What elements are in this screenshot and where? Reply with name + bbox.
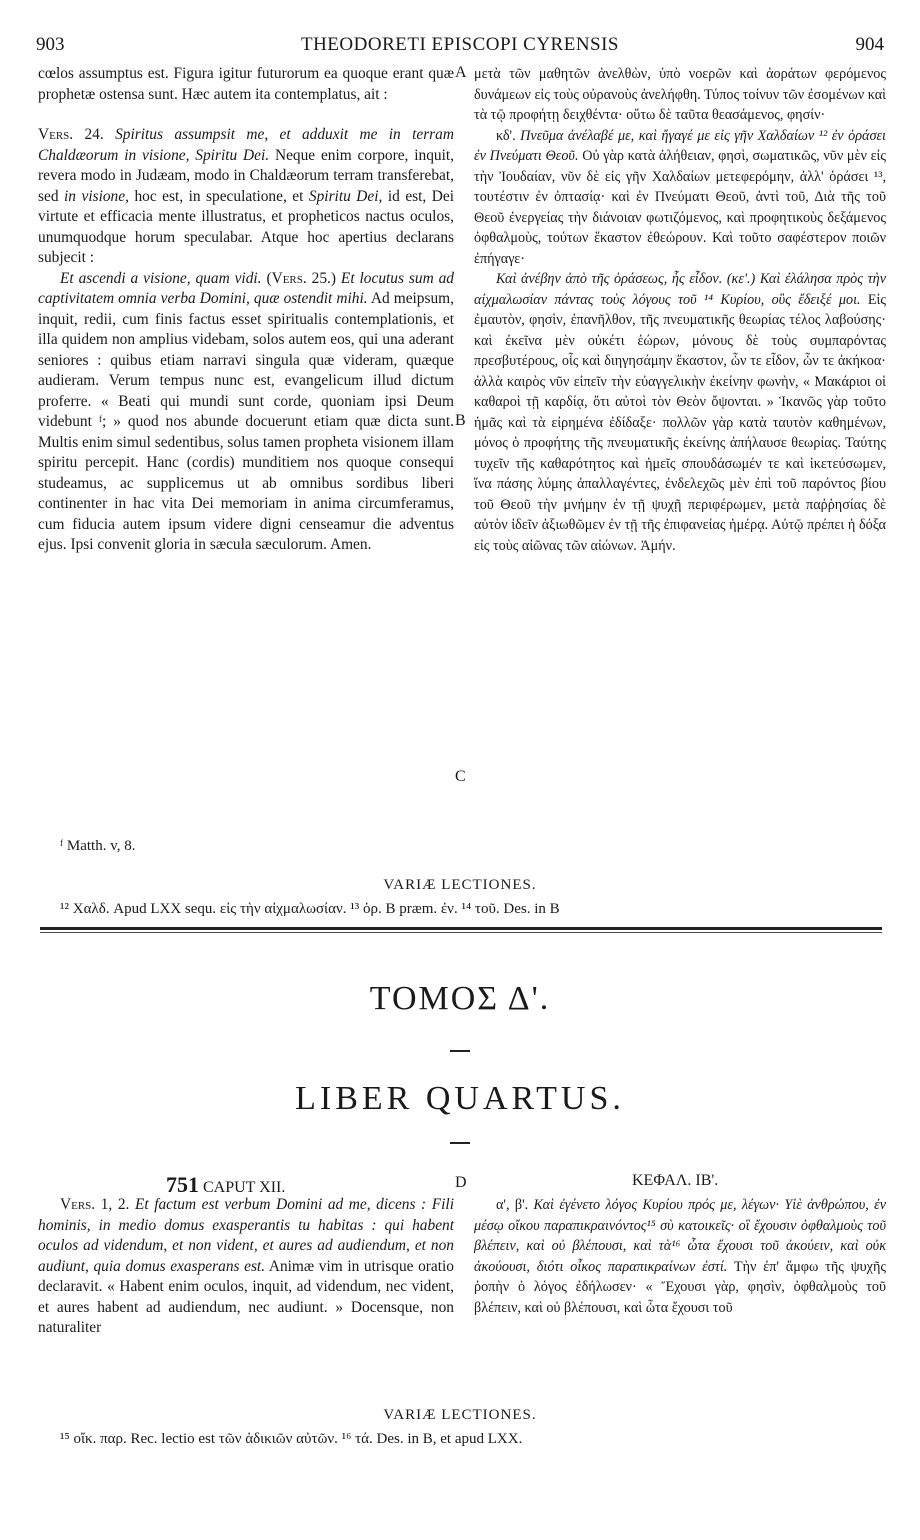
commentary-text: Οὐ γὰρ κατὰ ἀλήθειαν, φησὶ, σωματικῶς, νῦν μὲν εἰς τὴν Ἰουδαίαν, νῦν δὲ εἰς γῆν Χαλδαίων μετεφερόμην, ἀλλ' ὁράσει ¹³, τουτέστιν ἐν ὀπτασίᾳ· καὶ ἐν Πνεύματι Θεοῦ, ἀντὶ τοῦ, Διὰ τῆς τοῦ Θεοῦ ἐνεργείας τὴν διάνοιαν φωτιζόμενος, καὶ προφητικοὺς δεξάμενος ὀφθαλμοὺς, τούτων ἕκαστον ἐθεώρουν. Καὶ τοῦτο σαφέστερον ποιῶν ἐπήγαγε· [474, 148, 886, 267]
commentary-text: Τὴν ἐπ' ἄμφω τῆς ψυχῆς ῥοπὴν ὁ λόγος ἐδήλωσεν· « Ἔχουσι γὰρ, φησὶν, ὀφθαλμοὺς τοῦ βλέπειν, καὶ οὐ βλέπουσι, καὶ ὦτα ἔχουσι τοῦ [474, 1258, 886, 1316]
margin-marker-c: C [455, 768, 466, 785]
latin-column-top [38, 64, 454, 556]
margin-marker-a: A [455, 64, 467, 81]
verse-quote: Πνεῦμα ἀνέλαβέ με, καὶ ἤγαγέ με εἰς γῆν Χαλδαίων ¹² ἐν ὁράσει ἐν Πνεύματι Θεοῦ. [474, 127, 886, 164]
tomos-heading: ΤΟΜΟΣ Δ'. [369, 980, 551, 1017]
liber-heading: LIBER QUARTUS. [295, 1080, 625, 1117]
commentary-text: Ad meipsum, inquit, redii, cum finis factus esset spiritualis contemplationis, et illa quidem non amplius videbam, solos autem eos, qui una aderant seniores : quibus etiam narravi singula quæ videram, quæque audieram. Verum tempus nunc est, evangelicum illud dictum proferre. « Beati qui mundi sunt corde, quoniam ipsi Deum videbunt ᶠ; » quod nos abunde docuerunt etiam quæ dicta sunt. Multis enim simul sedentibus, solus tamen propheta visionem illam spiritu percepit. Hanc (cordis) munditiem nos quoque consequi studeamus, ac supplicemus ut ab omnibus sordibus liberi continenter in hac vita Dei memoriam in anima circumferamus, cum fiducia autem ipsum videre digni censeamur die adventus ejus. Ipsi convenit gloria in sæcula sæculorum. Amen. [38, 290, 454, 553]
commentary-italic: in visione, [64, 187, 129, 205]
verse-quote: Et ascendi a visione, quam vidi. [60, 269, 262, 287]
margin-marker-d: D [455, 1174, 467, 1191]
variae-lectiones-top: ¹² Χαλδ. Apud LXX sequ. εἰς τὴν αἰχμαλωσίαν. ¹³ ὁρ. B præm. ἐν. ¹⁴ τοῦ. Des. in B [60, 901, 560, 917]
variae-lectiones-title: VARIÆ LECTIONES. [383, 877, 537, 893]
section-rule [40, 927, 882, 930]
commentary-text: Neque enim corpore, inquit, revera modo in Judæam, modo in Chaldæorum terram transferebat, sed [38, 146, 454, 205]
verse-label: Vers. 24. [38, 126, 104, 143]
caput-label: CAPUT XII. [203, 1179, 286, 1196]
verse-label: α', β'. [496, 1197, 529, 1213]
variae-lectiones-bottom: ¹⁵ οἴκ. παρ. Rec. lectio est τῶν ἀδικιῶν αὐτῶν. ¹⁶ τά. Des. in B, et apud LXX. [60, 1431, 523, 1447]
column-number: 751 [166, 1172, 199, 1197]
verse-quote: Καὶ ἐγένετο λόγος Κυρίου πρός με, λέγων· Υἱὲ ἀνθρώπου, ἐν μέσῳ οἴκου παραπικραινόντος¹⁵ σὺ κατοικεῖς· οἳ ἔχουσιν ὀφθαλμοὺς τοῦ βλέπειν, καὶ οὐ βλέπουσι, καὶ τὰ¹⁶ ὦτα ἔχουσι τοῦ ἀκούειν, καὶ οὐκ ἀκούουσι, διότι οἶκος παραπικραίνων ἐστί. [474, 1197, 887, 1275]
verse-quote: Spiritus assumpsit me, et adduxit me in terram Chaldæorum in visione, Spiritu Dei. [38, 126, 454, 164]
footnote: ᶠ Matth. v, 8. [60, 838, 136, 854]
verse-quote: Καὶ ἀνέβην ἀπὸ τῆς ὁράσεως, ἧς εἶδον. (κε'.) Καὶ ἐλάλησα πρὸς τὴν αἰχμαλωσίαν πάντας τοὺς λόγους τοῦ ¹⁴ Κυρίου, οὓς ἔδειξέ μοι. [474, 271, 886, 308]
ornament-dash [450, 1050, 470, 1052]
variae-lectiones-title: VARIÆ LECTIONES. [383, 1407, 537, 1423]
latin-verse-25 [38, 269, 454, 556]
verse-label: (Vers. 25.) [266, 269, 336, 287]
commentary-text: Εἰς ἐμαυτὸν, φησὶν, ἐπανῆλθον, τῆς πνευματικῆς θεωρίας τέλος λαβούσης· καὶ ἐκεῖνα μὲν οὐκέτι ἑώρων, μόνους δὲ τοὺς συμπαρόντας πρεσβυτέρους, οἷς καὶ διηγησάμην ἕκαστον, ὧν τε εἶδον, ὧν τε ἀκήκοα· ἀλλὰ καιρὸς νῦν εἰπεῖν τὴν εὐαγγελικὴν ἐκείνην φωνὴν, « Μακάριοι οἱ καθαροὶ τῇ καρδίᾳ, ὅτι αὐτοὶ τὸν Θεὸν ὄψονται. » Ἱκανῶς γὰρ τοῦτο ἡμᾶς καὶ τὰ εἰρημένα ἐδίδαξε· πολλῶν γὰρ κατὰ ταυτὸν καθημένων, μόνος ὁ προφήτης τῆς πνευματικῆς ἐκείνης ἀπήλαυσε θεωρίας. Ταύτης τυχεῖν τῆς καθαρότητος καὶ ἡμεῖς σπουδάσωμέν τε καὶ ἱκετεύσωμεν, ἵνα πάσης λύμης ἀπαλλαγέντες, ἐνδελεχῶς μὲν ἐπὶ τοῦ παρόντος βίου τοῦ Θεοῦ τὴν μνήμην ἐν τῇ ψυχῇ περιφέρωμεν, μετὰ παῤῥησίας δὲ αὐτὸν ἰδεῖν ἀξιωθῶμεν ἐν τῇ τῆς ἐπιφανείας ἡμέρᾳ. Αὐτῷ πρέπει ἡ δόξα εἰς τοὺς αἰῶνας τῶν αἰώνων. Ἀμήν. [474, 291, 886, 554]
greek-verse-25 [474, 269, 886, 556]
ornament-dash [450, 1142, 470, 1144]
greek-verse-24 [474, 126, 886, 270]
latin-column-bottom [38, 1195, 454, 1339]
latin-verse-1-2 [38, 1195, 454, 1339]
commentary-text: hoc est, in speculatione, et [134, 187, 304, 205]
verse-label: Vers. 1, 2. [60, 1196, 130, 1213]
margin-marker-b: B [455, 412, 466, 429]
greek-verse-1-2 [474, 1195, 886, 1318]
page-number-left: 903 [36, 34, 65, 55]
commentary-text: id est, Dei virtute et efficacia mente illustratus, et propheticos nactus oculos, unumquodque horum speculabar. Atque hoc apertius declarans subjecit : [38, 187, 454, 266]
verse-label: κδ'. [496, 127, 516, 144]
greek-column-bottom [474, 1195, 886, 1318]
caput-heading-greek: ΚΕΦΑΛ. ΙΒ'. [632, 1172, 719, 1189]
running-title: THEODORETI EPISCOPI CYRENSIS [300, 34, 620, 55]
verse-quote: Et factum est verbum Domini ad me, dicens : Fili hominis, in medio domus exasperantis tu habitas : qui habent oculos ad videndum, et non vident, et aures ad audiendum, et non audiunt, quia domus exasperans est. [38, 1196, 454, 1275]
commentary-text: Animæ vim in utrisque oratio declaravit. « Habent enim oculos, inquit, ad videndum, nec vident, et aures habent ad audiendum, nec audiunt. » Docensque, non naturaliter [38, 1257, 454, 1336]
greek-column-top [474, 64, 886, 556]
verse-quote: Et locutus sum ad captivitatem omnia verba Domini, quæ ostendit mihi. [38, 269, 454, 307]
page-number-right: 904 [855, 34, 884, 55]
commentary-italic: Spiritu Dei, [308, 187, 383, 205]
page-header [36, 34, 884, 60]
latin-paragraph: cœlos assumptus est. Figura igitur futurorum ea quoque erant quæ prophetæ ostensa sunt. Hæc autem ita contemplatus, ait : [38, 65, 454, 103]
section-rule-thin [40, 932, 882, 933]
latin-verse-24 [38, 125, 454, 269]
greek-paragraph: μετὰ τῶν μαθητῶν ἀνελθὼν, ὑπὸ νοερῶν καὶ ἀοράτων φερόμενος δυνάμεων εἰς τοὺς οὐρανοὺς ἀνελήφθη. Τύπος τοίνυν τῶν ἐσομένων καὶ τὰ τῷ προφήτῃ δειχθέντα· οὕτω δὲ ταῦτα θεασάμενος, φησίν· [474, 66, 886, 123]
